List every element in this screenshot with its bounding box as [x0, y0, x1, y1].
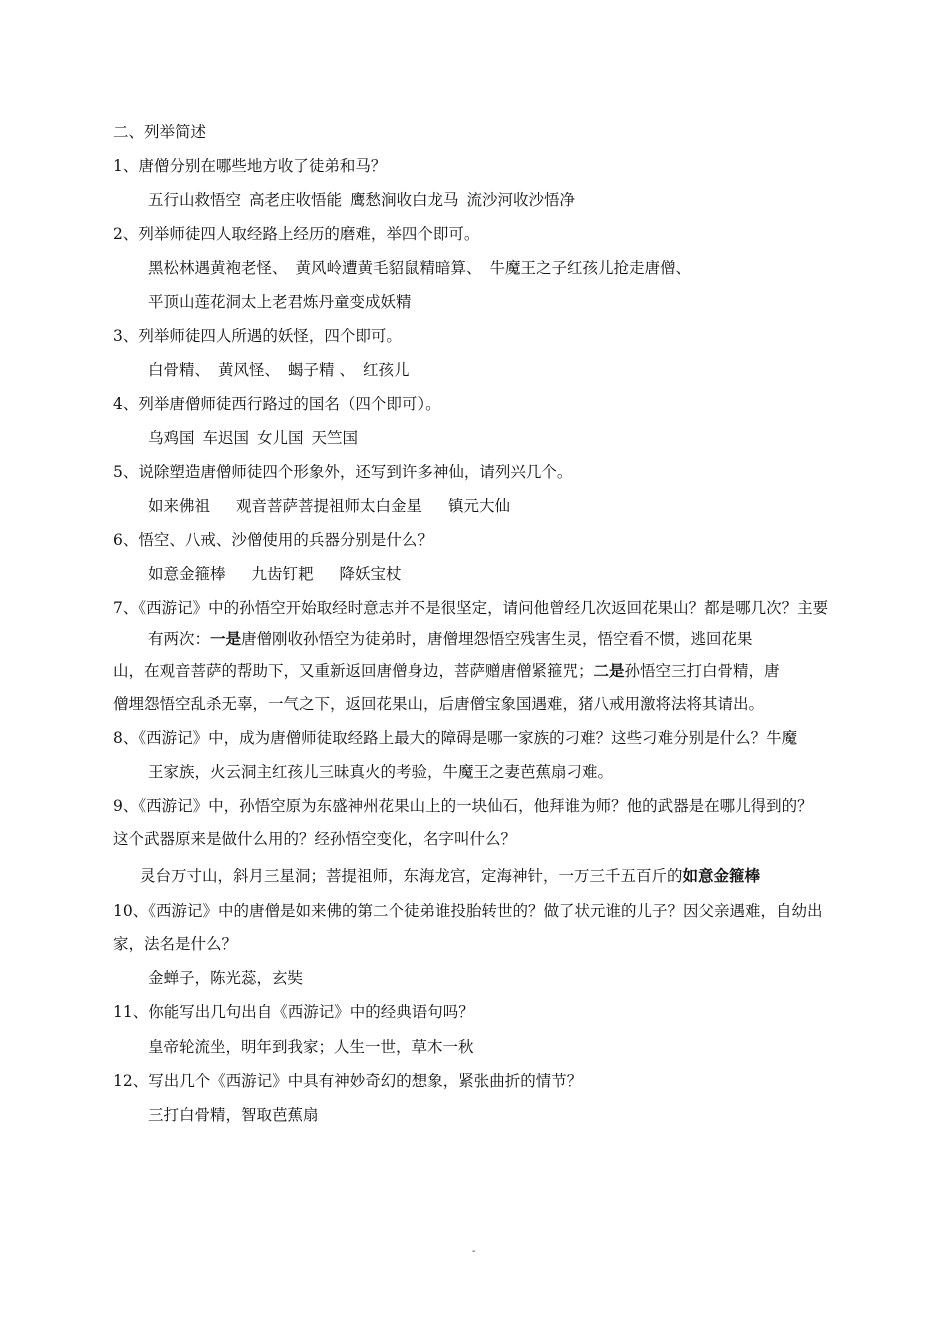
question-10: 10、《西游记》中的唐僧是如来佛的第二个徒弟谁投胎转世的？做了状元谁的儿子？因父亲遇难，自幼出	[113, 902, 823, 920]
answer-item: 牛魔王之子红孩儿抢走唐僧、	[489, 259, 692, 277]
answer-item: 女儿国	[257, 429, 304, 447]
answer-9	[140, 865, 870, 887]
answer-text: 山，在观音菩萨的帮助下，又重新返回唐僧身边，菩萨赠唐僧紧箍咒；	[113, 662, 594, 680]
answer-item: 降妖宝杖	[339, 565, 402, 583]
answer-item: 黑松林遇黄袍老怪、	[148, 259, 288, 277]
answer-11: 皇帝轮流坐，明年到我家；人生一世，草木一秋	[148, 1038, 474, 1056]
answer-item: 九齿钉耙	[251, 565, 314, 583]
question-9: 9、《西游记》中，孙悟空原为东盛神州花果山上的一块仙石，他拜谁为师？他的武器是在哪儿得到的？	[113, 797, 813, 815]
answer-item: 镇元大仙	[448, 497, 511, 515]
question-8: 8、《西游记》中，成为唐僧师徒取经路上最大的障碍是哪一家族的刁难？这些刁难分别是什么？牛魔	[113, 729, 798, 747]
question-6: 6、悟空、八戒、沙僧使用的兵器分别是什么？	[113, 531, 433, 549]
question-2: 2、列举师徒四人取经路上经历的磨难，举四个即可。	[113, 225, 480, 243]
answer-item: 观音菩萨菩提祖师太白金星	[236, 497, 423, 515]
question-5: 5、说除塑造唐僧师徒四个形象外，还写到许多神仙，请列兴几个。	[113, 463, 573, 481]
question-1: 1、唐僧分别在哪些地方收了徒弟和马？	[113, 157, 387, 175]
answer-7-line-1	[148, 628, 878, 650]
answer-item: 鹰愁涧收白龙马	[350, 191, 459, 209]
answer-12: 三打白骨精，智取芭蕉扇	[148, 1106, 319, 1124]
answer-10: 金蝉子，陈光蕊，玄奘	[148, 969, 304, 987]
answer-5	[148, 495, 878, 517]
answer-item: 流沙河收沙悟净	[466, 191, 576, 209]
answer-text: 有两次：	[148, 630, 211, 648]
answer-item: 乌鸡国	[148, 429, 195, 447]
answer-1	[148, 189, 878, 211]
question-11: 11、你能写出几句出自《西游记》中的经典语句吗？	[113, 1003, 474, 1021]
question-4: 4、列举唐僧师徒西行路过的国名（四个即可）。	[113, 395, 441, 413]
question-7: 7、《西游记》中的孙悟空开始取经时意志并不是很坚定，请问他曾经几次返回花果山？都是哪几次？主要	[113, 599, 829, 617]
answer-7-line-3: 僧埋怨悟空乱杀无辜，一气之下，返回花果山，后唐僧宝象国遇难，猪八戒用激将法将其请出。	[113, 695, 765, 713]
section-title: 二、列举简述	[113, 123, 207, 141]
answer-emphasis: 如意金箍棒	[682, 867, 761, 885]
answer-emphasis: 一是	[210, 630, 242, 648]
answer-2-line-1	[148, 257, 878, 279]
answer-4	[148, 427, 878, 449]
answer-text: 灵台万寸山，斜月三星洞；菩提祖师，东海龙宫，定海神针，一万三千五百斤的	[140, 867, 683, 885]
answer-emphasis: 二是	[593, 662, 625, 680]
question-9-line-2: 这个武器原来是做什么用的？经孙悟空变化，名字叫什么？	[113, 830, 517, 848]
answer-7-line-2	[113, 660, 843, 682]
answer-item: 车迟国	[202, 429, 250, 447]
answer-item: 黄风怪、	[218, 361, 281, 379]
answer-item: 天竺国	[311, 429, 359, 447]
answer-item: 红孩儿	[362, 361, 410, 379]
page-footer-mark: -	[472, 1246, 476, 1257]
answer-2-line-2: 平顶山莲花洞太上老君炼丹童变成妖精	[148, 293, 412, 311]
answer-item: 蝎子精 、	[288, 361, 355, 379]
answer-text: 孙悟空三打白骨精，唐	[624, 662, 780, 680]
answer-item: 高老庄收悟能	[249, 191, 343, 209]
answer-text: 唐僧刚收孙悟空为徒弟时，唐僧埋怨悟空残害生灵，悟空看不惯，逃回花果	[241, 630, 753, 648]
question-10-line-2: 家，法名是什么？	[113, 935, 238, 953]
answer-6	[148, 563, 878, 585]
answer-item: 如意金箍棒	[148, 565, 226, 583]
answer-8: 王家族，火云洞主红孩儿三昧真火的考验，牛魔王之妻芭蕉扇刁难。	[148, 763, 614, 781]
question-3: 3、列举师徒四人所遇的妖怪，四个即可。	[113, 327, 402, 345]
answer-item: 黄风岭遭黄毛貂鼠精暗算、	[295, 259, 482, 277]
answer-3	[148, 359, 878, 381]
answer-item: 如来佛祖	[148, 497, 211, 515]
question-12: 12、写出几个《西游记》中具有神妙奇幻的想象，紧张曲折的情节？	[113, 1072, 583, 1090]
answer-item: 五行山救悟空	[148, 191, 242, 209]
answer-item: 白骨精、	[148, 361, 211, 379]
